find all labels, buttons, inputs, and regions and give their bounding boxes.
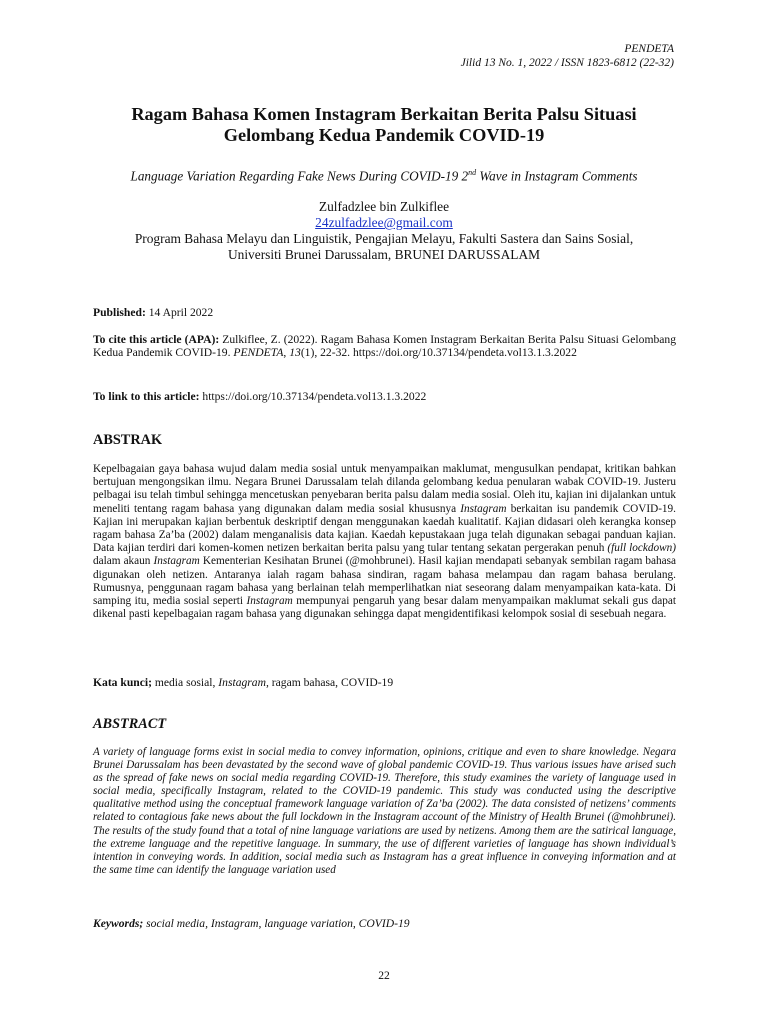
english-title-superscript: nd (468, 168, 477, 177)
english-title-suffix: Wave in Instagram Comments (476, 168, 638, 184)
cite-text-1: Zulkiflee, Z. (2022). Ragam Bahasa Komen Instagram Berkaitan Berita Palsu Situasi Gelombang Kedua Pandemik COVID-19. (93, 333, 676, 359)
abstrak-text-1: Kepelbagaian gaya bahasa wujud dalam media sosial untuk menyampaikan maklumat, mengusulkan pendapat, kritikan bahkan bertujuan mengongsikan ilmu. Negara Brunei Darussalam telah dilanda gelombang kedua penularan wabak COVID-19. Justeru pelbagai isu telah timbul sehingga mencetuskan penyebaran berita palsu dalam media sosial. Oleh itu, kajian ini dijalankan untuk meneliti tentang ragam bahasa yang digunakan dalam media sosial khususnya (93, 463, 676, 515)
keywords-value: social media, Instagram, language variation, COVID-19 (143, 917, 410, 930)
abstrak-paragraph (93, 463, 676, 621)
kata-kunci-2: ragam bahasa, COVID-19 (268, 676, 394, 689)
title-line-1: Ragam Bahasa Komen Instagram Berkaitan Berita Palsu Situasi (131, 104, 637, 124)
title-line-2: Gelombang Kedua Pandemik COVID-19 (223, 125, 545, 145)
cite-journal: PENDETA (233, 346, 284, 359)
english-title (92, 164, 676, 184)
citation-info (93, 333, 676, 359)
title-block (92, 104, 676, 263)
abstrak-italic-4: Instagram (246, 595, 293, 608)
keywords (93, 917, 676, 930)
article-doi-link[interactable]: https://doi.org/10.37134/pendeta.vol13.1.3.2022 (199, 390, 427, 403)
published-info (93, 306, 676, 319)
abstrak-italic-3: Instagram (153, 555, 200, 568)
published-date: 14 April 2022 (145, 306, 214, 319)
kata-kunci-label: Kata kunci; (93, 676, 152, 689)
keywords-label: Keywords; (93, 917, 144, 930)
author-affiliation-1: Program Bahasa Melayu dan Linguistik, Pengajian Melayu, Fakulti Sastera dan Sains Sosial, (134, 231, 634, 247)
abstrak-text-5: mempunyai pengaruh yang besar dalam menyampaikan maklumat sekali gus dapat dikenal pasti kepelbagaian ragam bahasa yang digunakan sehingga dapat mengidentifikasi kelompok sosial di sesebuah negara. (93, 595, 676, 621)
abstrak-text-4: Kementerian Kesihatan Brunei (@mohbrunei). Hasil kajian mendapati sebanyak sembilan ragam bahasa digunakan oleh netizen. Antaranya ialah ragam bahasa sindiran, ragam bahasa melampau dan ragam bahasa berulang. Rumusnya, penggunaan ragam bahasa yang berlainan telah memperlihatkan niat seseorang dalam menyampaikan kata-kata. Di samping itu, media sosial seperti (93, 555, 677, 608)
paper-title (92, 104, 676, 146)
author-email-link[interactable]: 24zulfadzlee@gmail.com (315, 215, 453, 231)
cite-volume: 13 (289, 346, 301, 359)
page-number: 22 (378, 969, 390, 982)
english-title-prefix: Language Variation Regarding Fake News During COVID-19 2 (130, 168, 469, 184)
abstract-heading: ABSTRACT (93, 716, 167, 732)
journal-volume: Jilid 13 No. 1, 2022 / ISSN 1823-6812 (22-32) (460, 57, 674, 69)
author-affiliation-2: Universiti Brunei Darussalam, BRUNEI DARUSSALAM (227, 247, 541, 263)
journal-name: PENDETA (624, 43, 674, 55)
journal-header (461, 42, 674, 70)
kata-kunci-1: media sosial, (151, 676, 219, 689)
kata-kunci (93, 676, 676, 689)
author-name: Zulfadzlee bin Zulkiflee (318, 199, 450, 215)
article-link-info (93, 390, 676, 403)
link-label: To link to this article: (93, 390, 200, 403)
abstrak-italic-1: Instagram (460, 502, 507, 515)
abstrak-text-3: dalam akaun (93, 555, 154, 568)
kata-kunci-italic: Instagram, (218, 676, 269, 689)
abstract-paragraph: A variety of language forms exist in social media to convey information, opinions, critique and even to share knowledge. Negara Brunei Darussalam has been devastated by the second wave of global pandemic COVID-19. Thus various issues have arised such as the spread of fake news on social media regarding COVID-19. Therefore, this study examines the variety of language used in social media, specifically Instagram, related to the COVID-19 pandemic. This study was conducted using the descriptive qualitative method using the conceptual framework language variation of Za’ba (2002). The data consisted of netizens’ comments related to contagious fake news about the full lockdown in the Instagram account of the Ministry of Health Brunei (@mohbrunei). The results of the study found that a total of nine language variations are used by netizens. Among them are the satirical language, the extreme language and the repetitive language. In summary, the use of different varieties of language has shown individual’s intention in conveying words. In addition, social media such as Instagram has a great influence in conveying information and at the same time can identify the language variation used (93, 746, 676, 876)
abstrak-text-2: berkaitan isu pandemik COVID-19. Kajian ini merupakan kajian berbentuk deskriptif dengan menggunakan kaedah kualitatif. Kajian didasari oleh kerangka konsep ragam bahasa Za’ba (2002) dalam menganalisis data kajian. Kaedah kepustakaan juga telah digunakan sebagai panduan kajian. Data kajian terdiri dari komen-komen netizen berkaitan berita palsu yang tular tentang sekatan pergerakan penuh (93, 502, 676, 555)
abstrak-italic-2: (full lockdown) (607, 542, 676, 555)
cite-sep: , (283, 346, 290, 359)
author-block (92, 199, 676, 263)
cite-text-2: (1), 22-32. https://doi.org/10.37134/pendeta.vol13.1.3.2022 (300, 346, 577, 359)
cite-label: To cite this article (APA): (93, 333, 220, 346)
published-label: Published: (93, 306, 146, 319)
abstrak-heading: ABSTRAK (93, 432, 163, 448)
